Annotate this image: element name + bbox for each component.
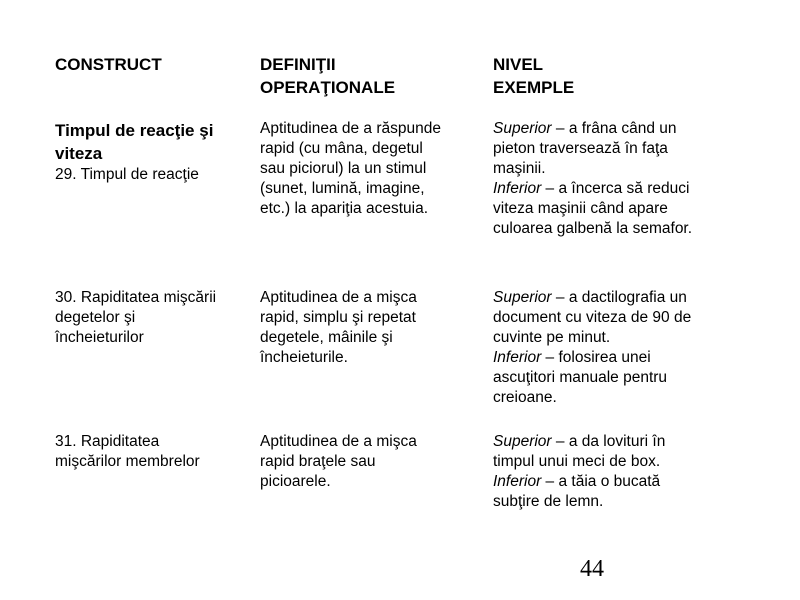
construct-name-line: încheieturilor	[55, 329, 144, 346]
definition-line: Aptitudinea de a mişca	[260, 433, 417, 450]
construct-name-line: 31. Rapiditatea	[55, 433, 160, 450]
row-2-construct-cell	[55, 288, 251, 348]
superior-text: – a da lovituri în	[551, 433, 666, 450]
superior-example-line: cuvinte pe minut.	[493, 329, 611, 346]
row-2-examples-cell	[493, 288, 733, 408]
row-1-construct-cell	[55, 119, 251, 185]
superior-label: Superior	[493, 120, 552, 137]
superior-text: – a dactilografia un	[551, 289, 687, 306]
row-1-examples-cell	[493, 119, 733, 239]
header-definitions-line1: DEFINIŢII	[260, 55, 336, 74]
construct-name-line: 29. Timpul de reacţie	[55, 166, 199, 183]
superior-label: Superior	[493, 289, 552, 306]
definition-line: rapid (cu mâna, degetul	[260, 140, 423, 157]
construct-name-line: degetelor şi	[55, 309, 136, 326]
inferior-example-line: viteza maşinii când apare	[493, 200, 668, 217]
inferior-label: Inferior	[493, 180, 542, 197]
header-definitions	[260, 53, 482, 99]
inferior-example-line: culoarea galbenă la semafor.	[493, 220, 693, 237]
superior-example-line	[493, 119, 733, 139]
definition-line: încheieturile.	[260, 349, 348, 366]
definition-line: Aptitudinea de a mişca	[260, 289, 417, 306]
construct-name-line: mişcărilor membrelor	[55, 453, 200, 470]
row-3-construct-cell	[55, 432, 251, 472]
definition-line: degetele, mâinile şi	[260, 329, 393, 346]
construct-name-line: 30. Rapiditatea mişcării	[55, 289, 217, 306]
definition-line: (sunet, lumină, imagine,	[260, 180, 425, 197]
row-1-definition-cell	[260, 119, 482, 219]
construct-group-title-line1: Timpul de reacţie şi	[55, 121, 214, 140]
definition-line: Aptitudinea de a răspunde	[260, 120, 441, 137]
definition-line: picioarele.	[260, 473, 331, 490]
header-level-line1: NIVEL	[493, 55, 544, 74]
inferior-text: – a tăia o bucată	[541, 473, 661, 490]
inferior-text: – a încerca să reduci	[541, 180, 690, 197]
construct-group-title	[55, 119, 251, 165]
inferior-label: Inferior	[493, 349, 542, 366]
inferior-example-line	[493, 348, 733, 368]
superior-example-line: document cu viteza de 90 de	[493, 309, 692, 326]
inferior-example-line	[493, 179, 733, 199]
inferior-example-line	[493, 472, 733, 492]
definition-line: rapid braţele sau	[260, 453, 376, 470]
row-2-definition-cell	[260, 288, 482, 368]
definition-line: sau piciorul) la un stimul	[260, 160, 427, 177]
page-number: 44	[580, 556, 604, 582]
row-3-examples-cell	[493, 432, 733, 512]
superior-example-line: maşinii.	[493, 160, 546, 177]
inferior-example-line: ascuţitori manuale pentru	[493, 369, 668, 386]
header-construct	[55, 53, 251, 76]
superior-text: – a frâna când un	[551, 120, 677, 137]
superior-example-line: pieton traversează în faţa	[493, 140, 668, 157]
inferior-example-line: creioane.	[493, 389, 557, 406]
superior-example-line: timpul unui meci de box.	[493, 453, 661, 470]
header-definitions-line2: OPERAŢIONALE	[260, 78, 396, 97]
header-level-line2: EXEMPLE	[493, 78, 575, 97]
row-3-definition-cell	[260, 432, 482, 492]
header-construct-label: CONSTRUCT	[55, 55, 162, 74]
superior-example-line	[493, 432, 733, 452]
definition-line: etc.) la apariţia acestuia.	[260, 200, 429, 217]
superior-example-line	[493, 288, 733, 308]
header-level	[493, 53, 733, 99]
inferior-example-line: subţire de lemn.	[493, 493, 604, 510]
inferior-text: – folosirea unei	[541, 349, 651, 366]
definition-line: rapid, simplu şi repetat	[260, 309, 416, 326]
inferior-label: Inferior	[493, 473, 542, 490]
superior-label: Superior	[493, 433, 552, 450]
construct-group-title-line2: viteza	[55, 144, 103, 163]
